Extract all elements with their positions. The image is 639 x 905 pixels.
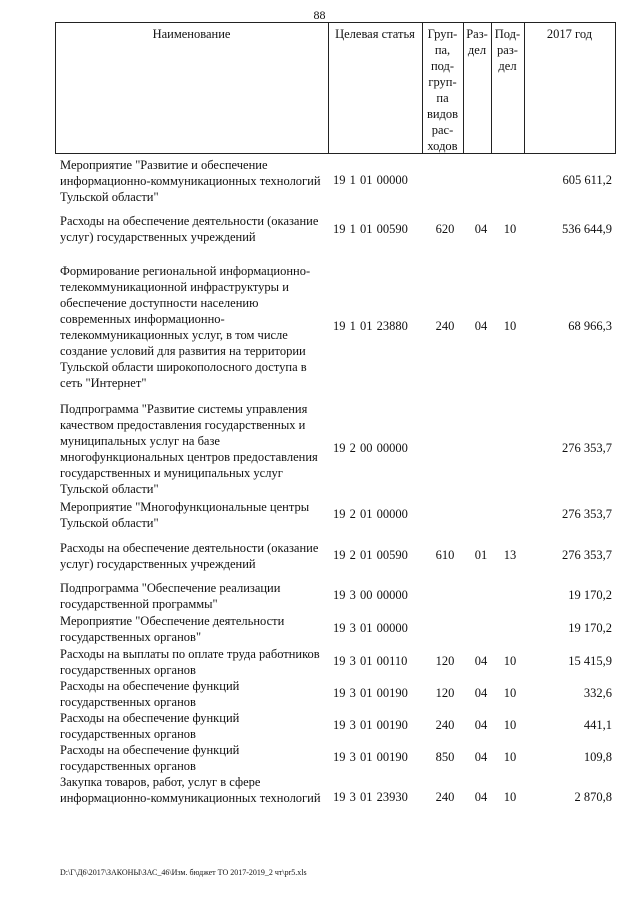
row-name: Расходы на обеспечение деятельности (оказание услуг) государственных учреждений	[60, 214, 319, 244]
row-sum: 19 170,2	[568, 588, 612, 602]
row-section: 01	[474, 548, 488, 562]
row-name: Расходы на обеспечение функций государственных органов	[60, 743, 240, 773]
row-code: 19 2 01 00590	[333, 548, 408, 562]
page-number: 88	[313, 8, 326, 22]
row-subsection: 10	[503, 319, 517, 333]
row-expense-type: 240	[435, 718, 455, 732]
row-name: Формирование региональной информационно-телекоммуникационной инфраструктуры и обеспечение доступности населению современных информационно-телекоммуникационных услуг, в том числе создание условий для развития на территории Тульской области широкополосного доступа в сеть "Интернет"	[60, 264, 311, 390]
row-section: 04	[474, 222, 488, 236]
row-sum: 276 353,7	[562, 507, 612, 521]
header-expense-group: Груп- па, под- груп- па видов рас- ходов	[426, 27, 459, 153]
row-sum: 2 870,8	[574, 790, 612, 804]
row-code: 19 1 01 00000	[333, 173, 408, 187]
header-subsection: Под- раз- дел	[494, 27, 521, 73]
header-top-rule	[55, 22, 616, 23]
row-sum: 276 353,7	[562, 441, 612, 455]
row-sum: 276 353,7	[562, 548, 612, 562]
file-path-footer: D:\Г\Д6\2017\ЗАКОНЫ\ЗАС_46\Изм. бюджет ТО 2017-2019_2 чт\pr5.xls	[60, 868, 307, 877]
table-header	[55, 22, 616, 154]
row-code: 19 3 00 00000	[333, 588, 408, 602]
row-expense-type: 240	[435, 790, 455, 804]
row-code: 19 3 01 00000	[333, 621, 408, 635]
header-section: Раз- дел	[466, 27, 488, 57]
row-name: Закупка товаров, работ, услуг в сфере информационно-коммуникационных технологий	[60, 775, 321, 805]
row-expense-type: 120	[435, 654, 455, 668]
row-code: 19 2 01 00000	[333, 507, 408, 521]
row-subsection: 10	[503, 750, 517, 764]
row-expense-type: 240	[435, 319, 455, 333]
row-sum: 441,1	[583, 718, 612, 732]
row-sum: 109,8	[583, 750, 612, 764]
row-code: 19 3 01 00110	[333, 654, 408, 668]
row-expense-type: 120	[435, 686, 455, 700]
row-code: 19 3 01 00190	[333, 750, 408, 764]
row-section: 04	[474, 790, 488, 804]
row-subsection: 10	[503, 222, 517, 236]
row-code: 19 3 01 00190	[333, 686, 408, 700]
row-subsection: 10	[503, 718, 517, 732]
row-name: Мероприятие "Развитие и обеспечение информационно-коммуникационных технологий Тульской области"	[60, 158, 321, 204]
header-bottom-rule	[55, 153, 616, 154]
row-subsection: 10	[503, 790, 517, 804]
row-code: 19 1 01 23880	[333, 319, 408, 333]
header-target-article: Целевая статья	[335, 27, 415, 41]
row-subsection: 10	[503, 686, 517, 700]
row-expense-type: 610	[435, 548, 455, 562]
row-name: Подпрограмма "Развитие системы управления качеством предоставления государственных и муниципальных услуг на базе многофункциональных центров предоставления государственных и муниципальных услуг Тульской области"	[60, 402, 318, 496]
row-section: 04	[474, 654, 488, 668]
row-name: Расходы на обеспечение деятельности (оказание услуг) государственных учреждений	[60, 541, 319, 571]
row-code: 19 1 01 00590	[333, 222, 408, 236]
row-sum: 332,6	[583, 686, 612, 700]
row-code: 19 2 00 00000	[333, 441, 408, 455]
row-section: 04	[474, 319, 488, 333]
row-name: Расходы на обеспечение функций государственных органов	[60, 711, 240, 741]
row-sum: 536 644,9	[562, 222, 612, 236]
row-name: Расходы на выплаты по оплате труда работников государственных органов	[60, 647, 320, 677]
row-expense-type: 850	[435, 750, 455, 764]
row-name: Подпрограмма "Обеспечение реализации государственной программы"	[60, 581, 281, 611]
row-sum: 15 415,9	[568, 654, 612, 668]
row-sum: 19 170,2	[568, 621, 612, 635]
header-name: Наименование	[152, 27, 231, 41]
row-name: Мероприятие "Обеспечение деятельности государственных органов"	[60, 614, 285, 644]
row-code: 19 3 01 00190	[333, 718, 408, 732]
row-subsection: 13	[503, 548, 517, 562]
row-sum: 68 966,3	[568, 319, 612, 333]
row-section: 04	[474, 686, 488, 700]
header-year: 2017 год	[546, 27, 593, 41]
row-section: 04	[474, 718, 488, 732]
row-code: 19 3 01 23930	[333, 790, 408, 804]
row-expense-type: 620	[435, 222, 455, 236]
row-name: Мероприятие "Многофункциональные центры Тульской области"	[60, 500, 310, 530]
row-subsection: 10	[503, 654, 517, 668]
row-name: Расходы на обеспечение функций государственных органов	[60, 679, 240, 709]
row-section: 04	[474, 750, 488, 764]
row-sum: 605 611,2	[562, 173, 612, 187]
